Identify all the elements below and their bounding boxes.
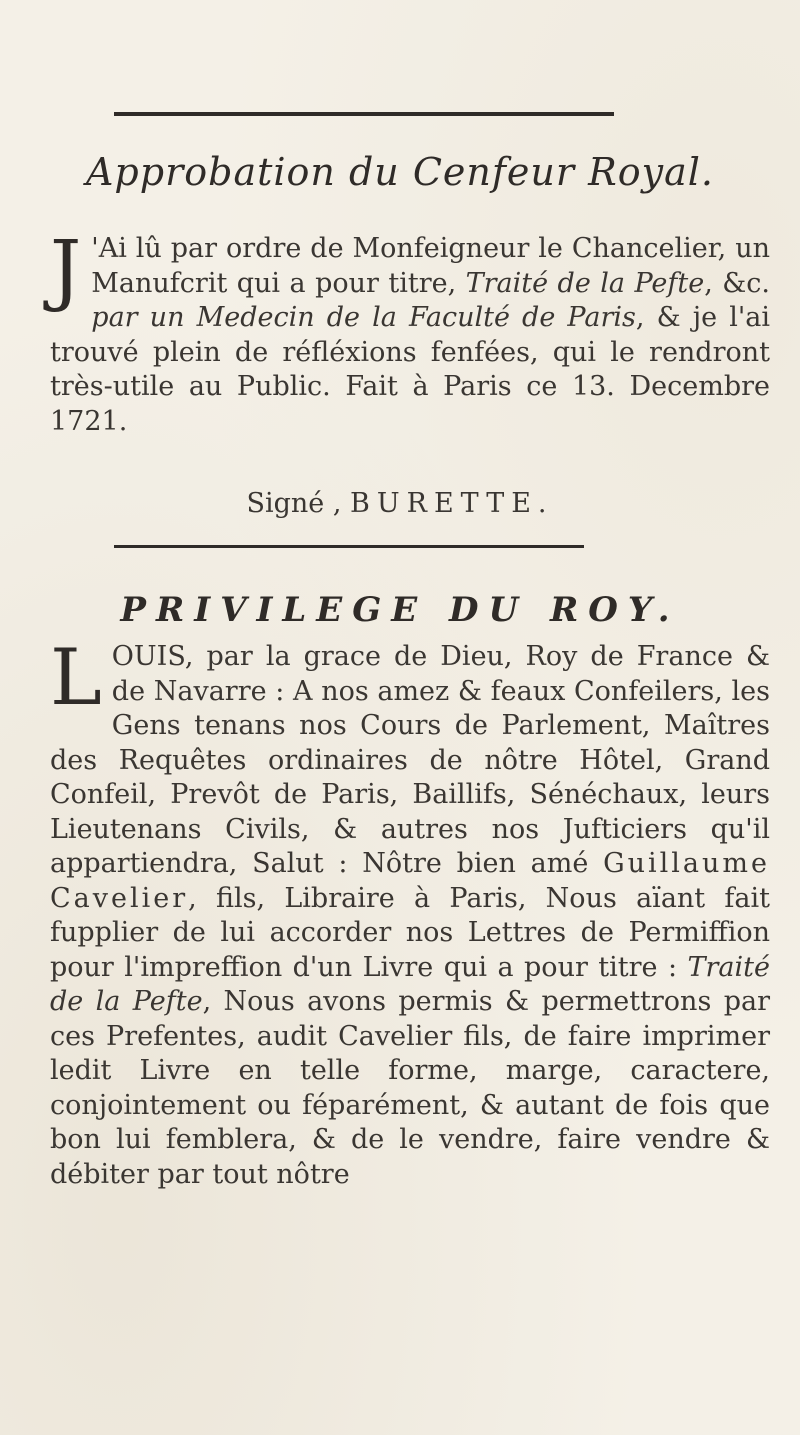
privilege-paragraph xyxy=(50,633,770,1192)
section-divider-rule xyxy=(114,545,584,548)
approbation-paragraph xyxy=(50,225,770,439)
censor-name: BURETTE. xyxy=(350,488,554,519)
approbation-author-reference: par un Medecin de la Faculté de Paris xyxy=(91,302,636,333)
signed-label: Signé , xyxy=(246,488,342,519)
approbation-heading: Approbation du Cenfeur Royal. xyxy=(85,150,714,194)
privilege-title-reference: Traité de la Pefte xyxy=(50,951,770,1017)
signature-line xyxy=(0,488,800,519)
approbation-dropcap: J xyxy=(50,225,82,315)
bookseller-name: Guillaume Cavelier xyxy=(50,848,770,914)
privilege-text-2: , fils, Libraire à Paris, Nous aïant fait fupplier de lui accorder nos Lettres de Permiffion pour l'impreffion d'un Livre qui a pour titre : xyxy=(50,882,770,983)
approbation-text-2: , &c. xyxy=(704,267,770,299)
approbation-text-3: , & je l'ai trouvé plein de réfléxions fenfées, qui le rendront très-utile au Public. Fait à Paris ce 13. Decembre 1721. xyxy=(50,302,770,437)
privilege-heading: PRIVILEGE DU ROY. xyxy=(120,590,680,630)
privilege-text-1: OUIS, par la grace de Dieu, Roy de France & de Navarre : A nos amez & feaux Confeilers, les Gens tenans nos Cours de Parlement, Maîtres des Requêtes ordinaires de nôtre Hôtel, Grand Confeil, Prevôt de Paris, Baillifs, Sénéchaux, leurs Lieutenans Civils, & autres nos Jufticiers qu'il appartiendra, Salut : Nôtre bien amé xyxy=(50,641,770,879)
privilege-dropcap: L xyxy=(50,633,102,723)
approbation-title-reference: Traité de la Pefte xyxy=(465,267,705,299)
privilege-text-3: , Nous avons permis & permettrons par ces Prefentes, audit Cavelier fils, de faire imprimer ledit Livre en telle forme, marge, caractere, conjointement ou féparément, & autant de fois que bon lui femblera, & de le vendre, faire vendre & débiter par tout nôtre xyxy=(50,986,770,1190)
top-ornamental-rule xyxy=(114,112,614,116)
approbation-text-1: 'Ai lû par ordre de Monfeigneur le Chancelier, un Manufcrit qui a pour titre, xyxy=(91,233,770,299)
